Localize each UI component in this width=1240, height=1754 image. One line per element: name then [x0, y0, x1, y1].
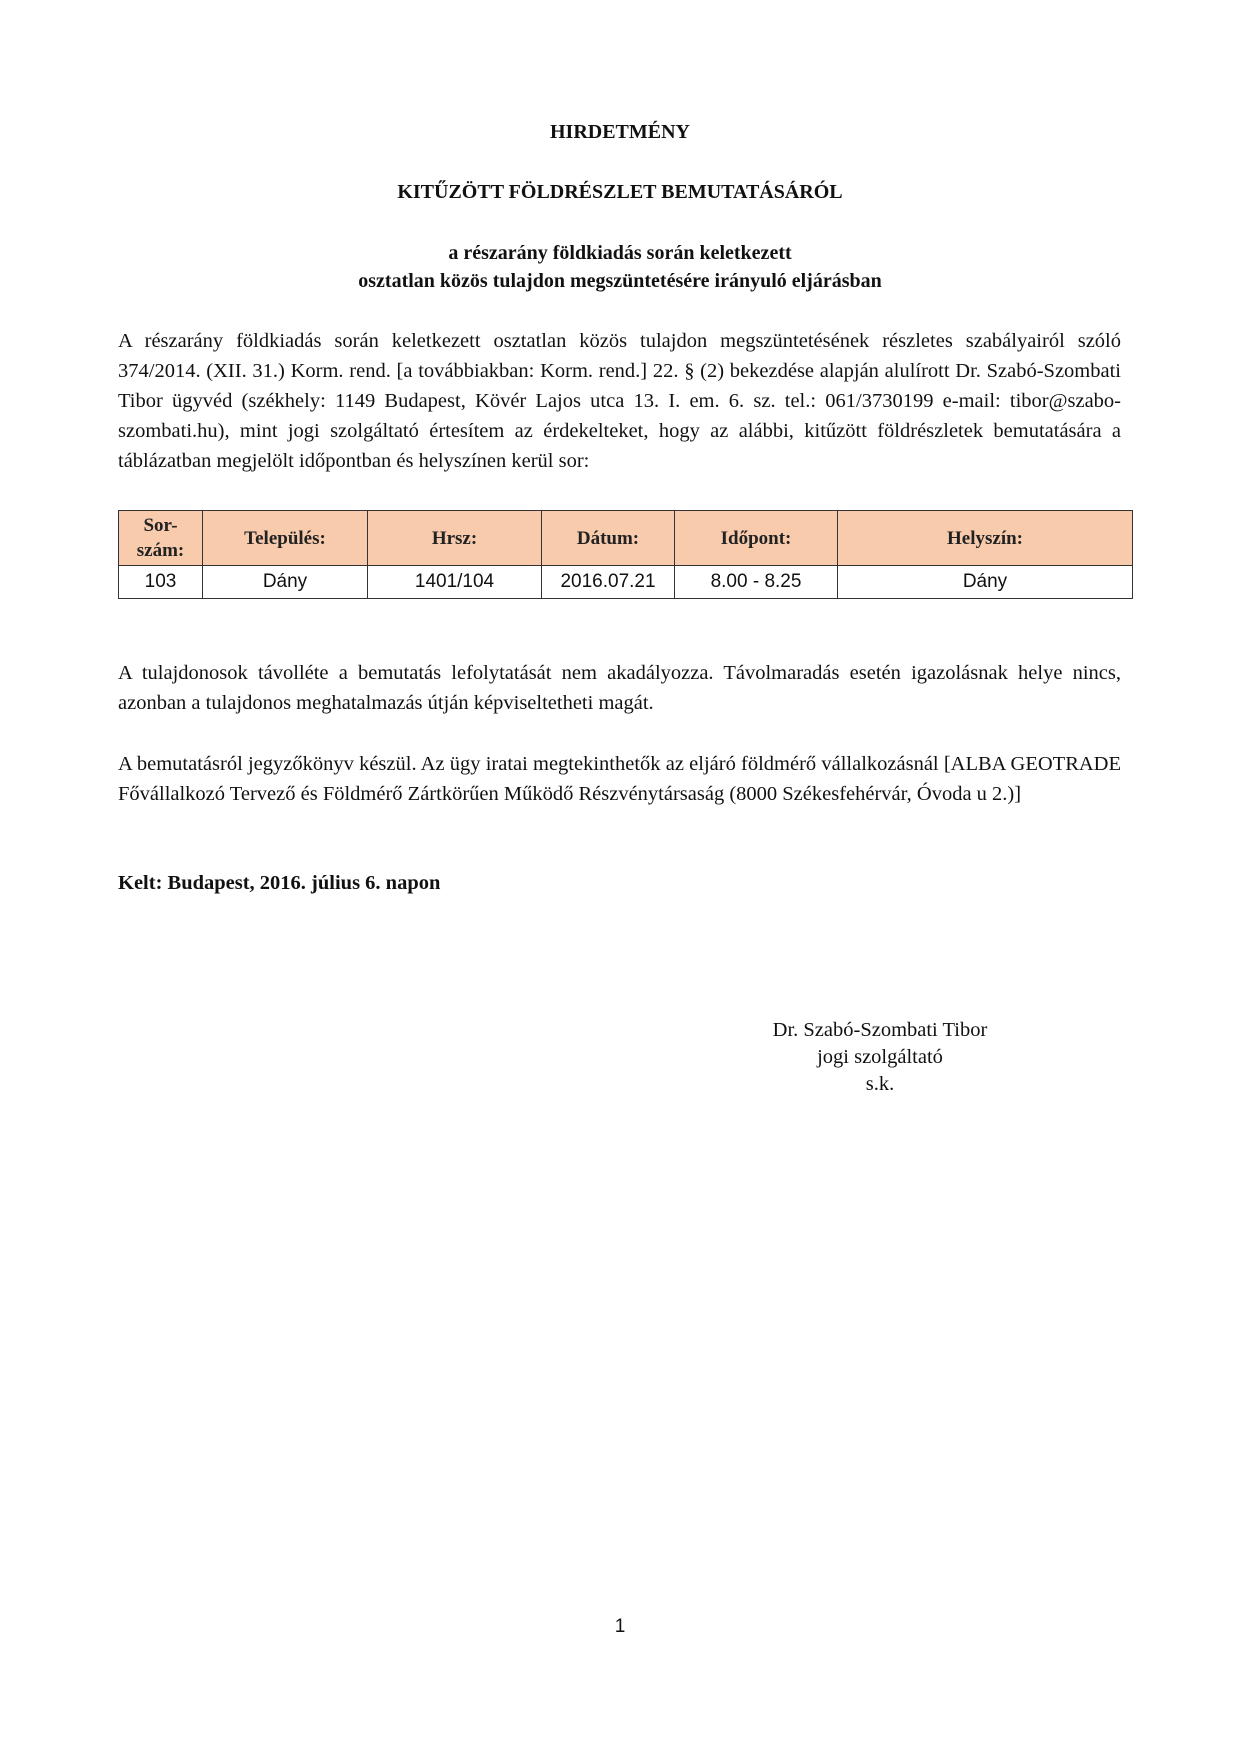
cell-datum: 2016.07.21 [542, 566, 675, 599]
header-sorszam [119, 511, 203, 566]
signatory-name: Dr. Szabó-Szombati Tibor [772, 1019, 988, 1041]
header-sorszam-line-2: szám: [136, 540, 185, 561]
date-place-line: Kelt: Budapest, 2016. július 6. napon [118, 872, 441, 894]
procedure-line-2: osztatlan közös tulajdon megszüntetésére irányuló eljárásban [358, 270, 882, 292]
header-telepules: Település: [203, 511, 368, 566]
cell-helyszin: Dány [838, 566, 1133, 599]
header-sorszam-line-1: Sor- [143, 515, 178, 536]
document-title: HIRDETMÉNY [549, 121, 690, 143]
header-helyszin: Helyszín: [838, 511, 1133, 566]
records-paragraph: A bemutatásról jegyzőkönyv készül. Az ügy iratai megtekinthetők az eljáró földmérő vállalkozásnál [ALBA GEOTRADE Fővállalkozó Tervező és Földmérő Zártkörűen Működő Részvénytársaság (8000 Székesfehérvár, Óvoda u 2.)] [118, 753, 1121, 805]
cell-telepules: Dány [203, 566, 368, 599]
page-number: 1 [614, 1616, 626, 1637]
table-row [119, 566, 1133, 599]
cell-sorszam: 103 [119, 566, 203, 599]
intro-paragraph: A részarány földkiadás során keletkezett osztatlan közös tulajdon megszüntetésének részletes szabályairól szóló 374/2014. (XII. 31.) Korm. rend. [a továbbiakban: Korm. rend.] 22. § (2) bekezdése alapján alulírott Dr. Szabó-Szombati Tibor ügyvéd (székhely: 1149 Budapest, Kövér Lajos utca 13. I. em. 6. sz. tel.: 061/3730199 e-mail: tibor@szabo-szombati.hu), mint jogi szolgáltató értesítem az érdekelteket, hogy az alábbi, kitűzött földrészletek bemutatására a táblázatban megjelölt időpontban és helyszínen kerül sor: [118, 330, 1121, 472]
schedule-table [118, 510, 1133, 599]
cell-hrsz: 1401/104 [368, 566, 542, 599]
table-header-row [119, 511, 1133, 566]
cell-idopont: 8.00 - 8.25 [675, 566, 838, 599]
signature-block [730, 1017, 1030, 1098]
signatory-sk: s.k. [865, 1073, 895, 1095]
header-idopont: Időpont: [675, 511, 838, 566]
signatory-role: jogi szolgáltató [817, 1046, 943, 1068]
header-hrsz: Hrsz: [368, 511, 542, 566]
document-subtitle: KITŰZÖTT FÖLDRÉSZLET BEMUTATÁSÁRÓL [397, 181, 843, 203]
procedure-line-1: a részarány földkiadás során keletkezett [448, 242, 792, 264]
absence-paragraph: A tulajdonosok távolléte a bemutatás lefolytatását nem akadályozza. Távolmaradás esetén igazolásnak helye nincs, azonban a tulajdonos meghatalmazás útján képviseltetheti magát. [118, 662, 1121, 714]
header-datum: Dátum: [542, 511, 675, 566]
